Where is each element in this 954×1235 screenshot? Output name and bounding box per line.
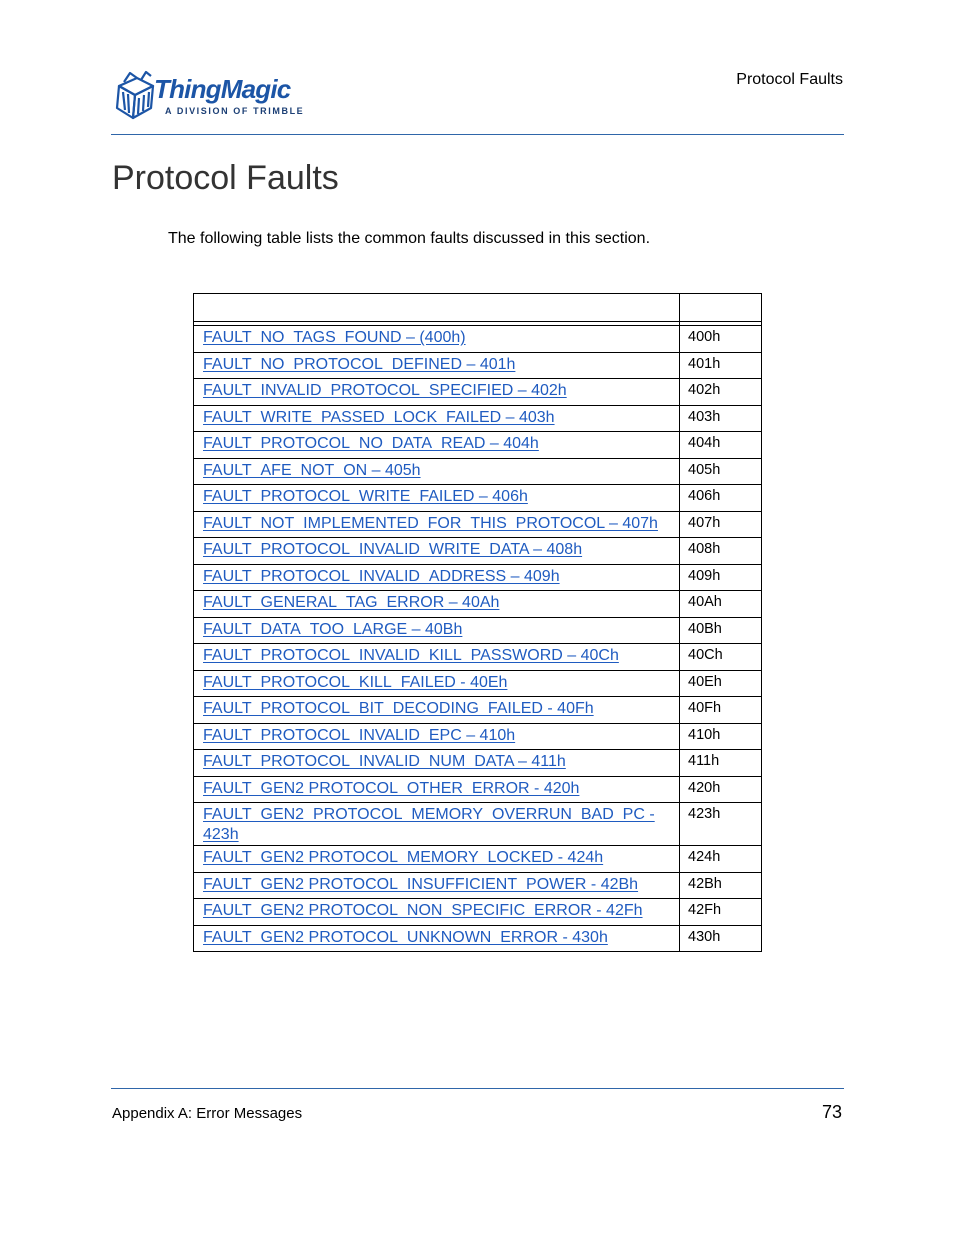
- table-row: [194, 670, 762, 697]
- fault-code-cell: 40Ah: [680, 591, 762, 618]
- fault-code-cell: 424h: [680, 846, 762, 873]
- table-row: [194, 925, 762, 952]
- fault-name-cell: [194, 872, 680, 899]
- fault-code-cell: 400h: [680, 326, 762, 353]
- faults-table: [193, 293, 762, 952]
- fault-link[interactable]: FAULT_GENERAL_TAG_ERROR – 40Ah: [203, 594, 500, 611]
- header-cell-code: [680, 294, 762, 322]
- fault-code-cell: 406h: [680, 485, 762, 512]
- fault-name-cell: [194, 670, 680, 697]
- fault-code-cell: 430h: [680, 925, 762, 952]
- table-row: [194, 485, 762, 512]
- table-row: [194, 538, 762, 565]
- fault-name-cell: [194, 379, 680, 406]
- fault-link[interactable]: FAULT_WRITE_PASSED_LOCK_FAILED – 403h: [203, 408, 555, 426]
- fault-code-cell: 408h: [680, 538, 762, 565]
- header-cell-fault: [194, 294, 680, 322]
- fault-name-cell: [194, 750, 680, 777]
- thingmagic-logo: [113, 68, 313, 124]
- fault-link[interactable]: FAULT_PROTOCOL_INVALID_KILL_PASSWORD – 40Ch: [203, 647, 619, 664]
- fault-name-cell: [194, 485, 680, 512]
- fault-link[interactable]: FAULT_PROTOCOL_INVALID_EPC – 410h: [203, 726, 516, 744]
- fault-name-cell: [194, 511, 680, 538]
- fault-link[interactable]: FAULT_AFE_NOT_ON – 405h: [203, 461, 421, 479]
- table-row: [194, 326, 762, 353]
- logo-tagline: A DIVISION OF TRIMBLE: [165, 106, 305, 116]
- fault-name-cell: [194, 432, 680, 459]
- fault-name-cell: [194, 458, 680, 485]
- fault-name-cell: [194, 723, 680, 750]
- table-row: [194, 564, 762, 591]
- fault-link[interactable]: FAULT_PROTOCOL_NO_DATA_READ – 404h: [203, 435, 539, 452]
- table-row: [194, 723, 762, 750]
- fault-code-cell: 40Bh: [680, 617, 762, 644]
- table-row: [194, 617, 762, 644]
- fault-code-cell: 407h: [680, 511, 762, 538]
- table-row: [194, 644, 762, 671]
- table-row: [194, 750, 762, 777]
- fault-name-cell: [194, 617, 680, 644]
- table-row: [194, 511, 762, 538]
- table-row: [194, 352, 762, 379]
- fault-name-cell: [194, 925, 680, 952]
- fault-code-cell: 423h: [680, 803, 762, 846]
- fault-link[interactable]: FAULT_NOT_IMPLEMENTED_FOR_THIS_PROTOCOL – 407h: [203, 514, 658, 532]
- fault-link[interactable]: FAULT_GEN2_PROTOCOL_MEMORY_OVERRUN_BAD_PC - 423h: [203, 806, 655, 843]
- footer-section-title: Appendix A: Error Messages: [112, 1105, 303, 1122]
- fault-name-cell: [194, 776, 680, 803]
- fault-name-cell: [194, 846, 680, 873]
- fault-link[interactable]: FAULT_GEN2 PROTOCOL_MEMORY_LOCKED - 424h: [203, 849, 604, 866]
- fault-code-cell: 40Eh: [680, 670, 762, 697]
- fault-code-cell: 40Ch: [680, 644, 762, 671]
- table-row: [194, 591, 762, 618]
- table-row: [194, 405, 762, 432]
- fault-code-cell: 410h: [680, 723, 762, 750]
- table-row: [194, 899, 762, 926]
- running-head: Protocol Faults: [736, 71, 843, 88]
- fault-code-cell: 42Bh: [680, 872, 762, 899]
- fault-link[interactable]: FAULT_PROTOCOL_WRITE_FAILED – 406h: [203, 488, 528, 505]
- fault-code-cell: 402h: [680, 379, 762, 406]
- fault-name-cell: [194, 352, 680, 379]
- fault-link[interactable]: FAULT_PROTOCOL_INVALID_NUM_DATA – 411h: [203, 753, 566, 770]
- fault-link[interactable]: FAULT_DATA_TOO_LARGE – 40Bh: [203, 620, 463, 638]
- fault-link[interactable]: FAULT_PROTOCOL_KILL_FAILED - 40Eh: [203, 673, 508, 691]
- fault-link[interactable]: FAULT_INVALID_PROTOCOL_SPECIFIED – 402h: [203, 382, 567, 399]
- fault-code-cell: 411h: [680, 750, 762, 777]
- fault-link[interactable]: FAULT_PROTOCOL_INVALID_ADDRESS – 409h: [203, 567, 560, 585]
- page-number: 73: [821, 1102, 842, 1122]
- fault-name-cell: [194, 803, 680, 846]
- fault-link[interactable]: FAULT_NO_PROTOCOL_DEFINED – 401h: [203, 355, 516, 373]
- fault-code-cell: 405h: [680, 458, 762, 485]
- fault-name-cell: [194, 405, 680, 432]
- fault-link[interactable]: FAULT_NO_TAGS_FOUND – (400h): [203, 329, 466, 346]
- fault-code-cell: 403h: [680, 405, 762, 432]
- logo-wordmark: ThingMagic: [154, 74, 291, 104]
- page-title: Protocol Faults: [112, 159, 339, 197]
- header-rule: [111, 134, 844, 135]
- fault-name-cell: [194, 564, 680, 591]
- fault-code-cell: 404h: [680, 432, 762, 459]
- fault-name-cell: [194, 697, 680, 724]
- fault-name-cell: [194, 538, 680, 565]
- fault-link[interactable]: FAULT_GEN2 PROTOCOL_UNKNOWN_ERROR - 430h: [203, 928, 608, 946]
- fault-link[interactable]: FAULT_PROTOCOL_INVALID_WRITE_DATA – 408h: [203, 541, 583, 558]
- table-row: [194, 803, 762, 846]
- footer-rule: [111, 1088, 844, 1089]
- fault-name-cell: [194, 591, 680, 618]
- cube-logo-icon: [113, 70, 157, 122]
- table-row: [194, 846, 762, 873]
- fault-code-cell: 42Fh: [680, 899, 762, 926]
- faults-table-body: [194, 322, 762, 952]
- fault-name-cell: [194, 899, 680, 926]
- table-row: [194, 872, 762, 899]
- fault-link[interactable]: FAULT_GEN2 PROTOCOL_NON_SPECIFIC_ERROR - 42Fh: [203, 902, 643, 919]
- table-row: [194, 432, 762, 459]
- table-header-row: [194, 294, 762, 322]
- fault-link[interactable]: FAULT_GEN2 PROTOCOL_OTHER_ERROR - 420h: [203, 779, 580, 797]
- table-row: [194, 379, 762, 406]
- table-row: [194, 697, 762, 724]
- fault-name-cell: [194, 644, 680, 671]
- table-row: [194, 776, 762, 803]
- fault-link[interactable]: FAULT_GEN2 PROTOCOL_INSUFFICIENT_POWER - 42Bh: [203, 875, 639, 893]
- fault-code-cell: 401h: [680, 352, 762, 379]
- fault-code-cell: 420h: [680, 776, 762, 803]
- fault-code-cell: 409h: [680, 564, 762, 591]
- fault-link[interactable]: FAULT_PROTOCOL_BIT_DECODING_FAILED - 40Fh: [203, 700, 594, 717]
- fault-name-cell: [194, 326, 680, 353]
- table-row: [194, 458, 762, 485]
- fault-code-cell: 40Fh: [680, 697, 762, 724]
- intro-paragraph: The following table lists the common faults discussed in this section.: [168, 230, 651, 247]
